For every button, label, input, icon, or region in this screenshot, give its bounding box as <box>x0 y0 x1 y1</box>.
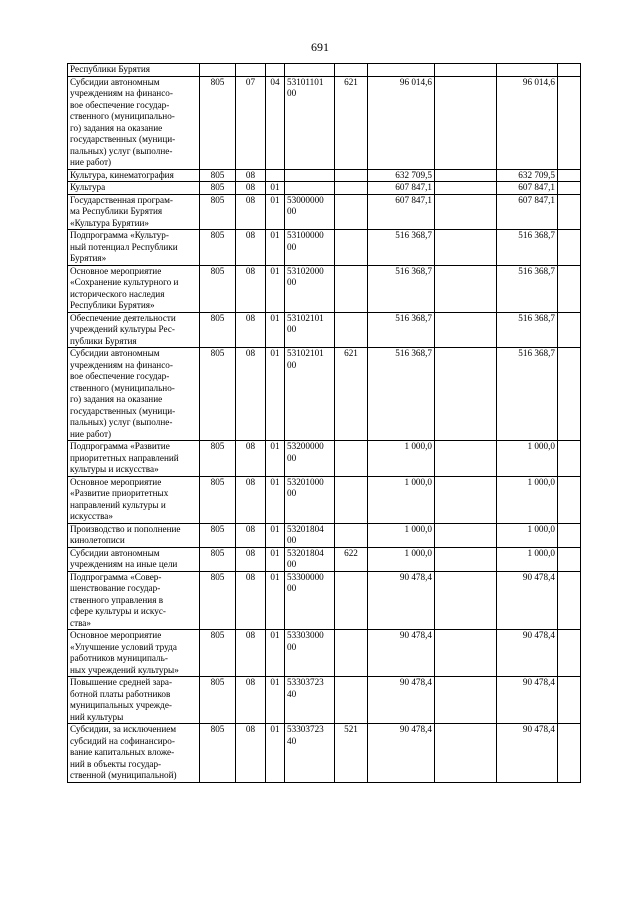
ministry-code: 805 <box>200 547 236 571</box>
ministry-code: 805 <box>200 677 236 724</box>
table-row <box>68 571 581 630</box>
amount-cell <box>558 677 581 724</box>
item-name: Основное мероприятие «Улучшение условий труда работников муниципаль- ных учреждений культуры» <box>68 630 200 677</box>
amount-cell: 632 709,5 <box>497 169 558 182</box>
ministry-code: 805 <box>200 571 236 630</box>
item-name: Подпрограмма «Развитие приоритетных направлений культуры и искусства» <box>68 441 200 477</box>
amount-cell <box>435 476 497 523</box>
amount-cell <box>558 230 581 266</box>
amount-cell <box>558 312 581 348</box>
amount-cell <box>435 677 497 724</box>
ministry-code: 805 <box>200 630 236 677</box>
subsection-code: 01 <box>266 312 285 348</box>
subsection-code: 01 <box>266 523 285 547</box>
amount-cell: 1 000,0 <box>368 523 435 547</box>
amount-cell: 1 000,0 <box>497 523 558 547</box>
subsection-code <box>266 169 285 182</box>
expense-type-code <box>335 182 368 195</box>
subsection-code: 01 <box>266 230 285 266</box>
item-name: Республики Бурятия <box>68 64 200 77</box>
expense-type-code <box>335 571 368 630</box>
target-article-code: 53303723 40 <box>285 677 335 724</box>
ministry-code: 805 <box>200 348 236 441</box>
section-code: 08 <box>236 724 266 783</box>
amount-cell <box>435 523 497 547</box>
expense-type-code <box>335 523 368 547</box>
expense-type-code <box>335 677 368 724</box>
amount-cell: 90 478,4 <box>497 724 558 783</box>
target-article-code <box>285 64 335 77</box>
target-article-code: 53102000 00 <box>285 265 335 312</box>
amount-cell <box>435 169 497 182</box>
section-code <box>236 64 266 77</box>
amount-cell <box>558 194 581 230</box>
section-code: 08 <box>236 441 266 477</box>
target-article-code: 53100000 00 <box>285 230 335 266</box>
amount-cell <box>558 630 581 677</box>
subsection-code: 01 <box>266 571 285 630</box>
amount-cell <box>558 182 581 195</box>
expense-type-code <box>335 64 368 77</box>
amount-cell: 632 709,5 <box>368 169 435 182</box>
expense-type-code: 621 <box>335 348 368 441</box>
ministry-code: 805 <box>200 312 236 348</box>
amount-cell: 516 368,7 <box>368 348 435 441</box>
expense-type-code <box>335 441 368 477</box>
target-article-code: 53300000 00 <box>285 571 335 630</box>
amount-cell: 1 000,0 <box>497 476 558 523</box>
target-article-code: 53000000 00 <box>285 194 335 230</box>
expense-type-code: 622 <box>335 547 368 571</box>
section-code: 08 <box>236 476 266 523</box>
target-article-code: 53303723 40 <box>285 724 335 783</box>
amount-cell: 516 368,7 <box>497 230 558 266</box>
table-row <box>68 523 581 547</box>
target-article-code: 53303000 00 <box>285 630 335 677</box>
amount-cell: 516 368,7 <box>497 312 558 348</box>
section-code: 08 <box>236 182 266 195</box>
amount-cell <box>435 312 497 348</box>
ministry-code: 805 <box>200 476 236 523</box>
section-code: 08 <box>236 571 266 630</box>
amount-cell <box>435 630 497 677</box>
subsection-code: 01 <box>266 441 285 477</box>
target-article-code: 53101101 00 <box>285 76 335 169</box>
amount-cell: 607 847,1 <box>497 182 558 195</box>
item-name: Субсидии автономным учреждениям на финансо- вое обеспечение государ- ственного (муниципально- го) задания на оказание государственных (муници- пальных) услуг (выполне- ние работ) <box>68 348 200 441</box>
amount-cell: 516 368,7 <box>497 348 558 441</box>
subsection-code: 01 <box>266 677 285 724</box>
subsection-code: 01 <box>266 630 285 677</box>
expense-type-code <box>335 230 368 266</box>
table-row <box>68 677 581 724</box>
amount-cell: 1 000,0 <box>368 476 435 523</box>
subsection-code: 01 <box>266 265 285 312</box>
table-row <box>68 312 581 348</box>
item-name: Основное мероприятие «Сохранение культурного и исторического наследия Республики Бурятия» <box>68 265 200 312</box>
table-row <box>68 547 581 571</box>
amount-cell: 90 478,4 <box>368 677 435 724</box>
section-code: 08 <box>236 312 266 348</box>
item-name: Подпрограмма «Культур- ный потенциал Республики Бурятия» <box>68 230 200 266</box>
expense-type-code <box>335 265 368 312</box>
amount-cell: 1 000,0 <box>497 441 558 477</box>
subsection-code: 01 <box>266 182 285 195</box>
table-row <box>68 724 581 783</box>
expense-type-code: 521 <box>335 724 368 783</box>
target-article-code: 53201000 00 <box>285 476 335 523</box>
amount-cell <box>435 182 497 195</box>
table-row <box>68 182 581 195</box>
section-code: 08 <box>236 630 266 677</box>
amount-cell <box>435 571 497 630</box>
target-article-code <box>285 182 335 195</box>
amount-cell <box>558 441 581 477</box>
target-article-code <box>285 169 335 182</box>
table-row <box>68 194 581 230</box>
ministry-code <box>200 64 236 77</box>
item-name: Повышение средней зара- ботной платы работников муниципальных учрежде- ний культуры <box>68 677 200 724</box>
subsection-code: 04 <box>266 76 285 169</box>
amount-cell: 607 847,1 <box>368 182 435 195</box>
amount-cell <box>435 348 497 441</box>
ministry-code: 805 <box>200 724 236 783</box>
ministry-code: 805 <box>200 194 236 230</box>
section-code: 08 <box>236 523 266 547</box>
amount-cell <box>435 724 497 783</box>
expense-type-code <box>335 630 368 677</box>
target-article-code: 53102101 00 <box>285 348 335 441</box>
amount-cell: 516 368,7 <box>497 265 558 312</box>
amount-cell <box>497 64 558 77</box>
section-code: 08 <box>236 265 266 312</box>
table-row <box>68 230 581 266</box>
section-code: 07 <box>236 76 266 169</box>
ministry-code: 805 <box>200 169 236 182</box>
expense-type-code <box>335 194 368 230</box>
item-name: Культура <box>68 182 200 195</box>
amount-cell <box>435 194 497 230</box>
table-body <box>68 64 581 783</box>
subsection-code <box>266 64 285 77</box>
expense-type-code <box>335 169 368 182</box>
page-number: 691 <box>311 40 329 54</box>
amount-cell: 1 000,0 <box>368 441 435 477</box>
table-row <box>68 630 581 677</box>
item-name: Культура, кинематография <box>68 169 200 182</box>
ministry-code: 805 <box>200 265 236 312</box>
amount-cell: 96 014,6 <box>368 76 435 169</box>
amount-cell <box>558 724 581 783</box>
item-name: Субсидии автономным учреждениям на финансо- вое обеспечение государ- ственного (муниципально- го) задания на оказание государственных (муници- пальных) услуг (выполне- ние работ) <box>68 76 200 169</box>
amount-cell: 516 368,7 <box>368 265 435 312</box>
amount-cell <box>435 547 497 571</box>
amount-cell <box>435 441 497 477</box>
subsection-code: 01 <box>266 724 285 783</box>
amount-cell <box>435 230 497 266</box>
table-row <box>68 476 581 523</box>
subsection-code: 01 <box>266 348 285 441</box>
target-article-code: 53102101 00 <box>285 312 335 348</box>
section-code: 08 <box>236 547 266 571</box>
expense-type-code <box>335 476 368 523</box>
target-article-code: 53200000 00 <box>285 441 335 477</box>
item-name: Субсидии автономным учреждениям на иные цели <box>68 547 200 571</box>
amount-cell <box>558 571 581 630</box>
subsection-code: 01 <box>266 194 285 230</box>
amount-cell: 90 478,4 <box>497 630 558 677</box>
item-name: Производство и пополнение кинолетописи <box>68 523 200 547</box>
section-code: 08 <box>236 348 266 441</box>
expense-type-code <box>335 312 368 348</box>
amount-cell: 90 478,4 <box>497 677 558 724</box>
subsection-code: 01 <box>266 476 285 523</box>
item-name: Обеспечение деятельности учреждений культуры Рес- публики Бурятия <box>68 312 200 348</box>
ministry-code: 805 <box>200 182 236 195</box>
amount-cell: 516 368,7 <box>368 230 435 266</box>
amount-cell: 516 368,7 <box>368 312 435 348</box>
amount-cell: 607 847,1 <box>368 194 435 230</box>
amount-cell: 1 000,0 <box>497 547 558 571</box>
amount-cell <box>558 64 581 77</box>
amount-cell: 96 014,6 <box>497 76 558 169</box>
amount-cell <box>435 265 497 312</box>
item-name: Субсидии, за исключением субсидий на софинансиро- вание капитальных вложе- ний в объекты государ- ственной (муниципальной) <box>68 724 200 783</box>
ministry-code: 805 <box>200 230 236 266</box>
amount-cell <box>558 476 581 523</box>
amount-cell: 90 478,4 <box>368 571 435 630</box>
amount-cell <box>435 64 497 77</box>
ministry-code: 805 <box>200 76 236 169</box>
amount-cell <box>558 348 581 441</box>
amount-cell <box>558 547 581 571</box>
amount-cell: 90 478,4 <box>497 571 558 630</box>
expense-type-code: 621 <box>335 76 368 169</box>
amount-cell: 90 478,4 <box>368 630 435 677</box>
section-code: 08 <box>236 677 266 724</box>
target-article-code: 53201804 00 <box>285 547 335 571</box>
section-code: 08 <box>236 194 266 230</box>
amount-cell <box>368 64 435 77</box>
amount-cell: 607 847,1 <box>497 194 558 230</box>
table-row <box>68 348 581 441</box>
amount-cell <box>435 76 497 169</box>
table-row <box>68 169 581 182</box>
table-row <box>68 64 581 77</box>
subsection-code: 01 <box>266 547 285 571</box>
table-row <box>68 265 581 312</box>
section-code: 08 <box>236 169 266 182</box>
amount-cell <box>558 76 581 169</box>
target-article-code: 53201804 00 <box>285 523 335 547</box>
item-name: Государственная програм- ма Республики Бурятия «Культура Бурятии» <box>68 194 200 230</box>
ministry-code: 805 <box>200 523 236 547</box>
amount-cell: 90 478,4 <box>368 724 435 783</box>
budget-table <box>67 63 581 783</box>
ministry-code: 805 <box>200 441 236 477</box>
item-name: Основное мероприятие «Развитие приоритетных направлений культуры и искусства» <box>68 476 200 523</box>
amount-cell <box>558 523 581 547</box>
section-code: 08 <box>236 230 266 266</box>
item-name: Подпрограмма «Совер- шенствование государ- ственного управления в сфере культуры и искус- ства» <box>68 571 200 630</box>
amount-cell: 1 000,0 <box>368 547 435 571</box>
table-row <box>68 76 581 169</box>
table-row <box>68 441 581 477</box>
amount-cell <box>558 265 581 312</box>
amount-cell <box>558 169 581 182</box>
